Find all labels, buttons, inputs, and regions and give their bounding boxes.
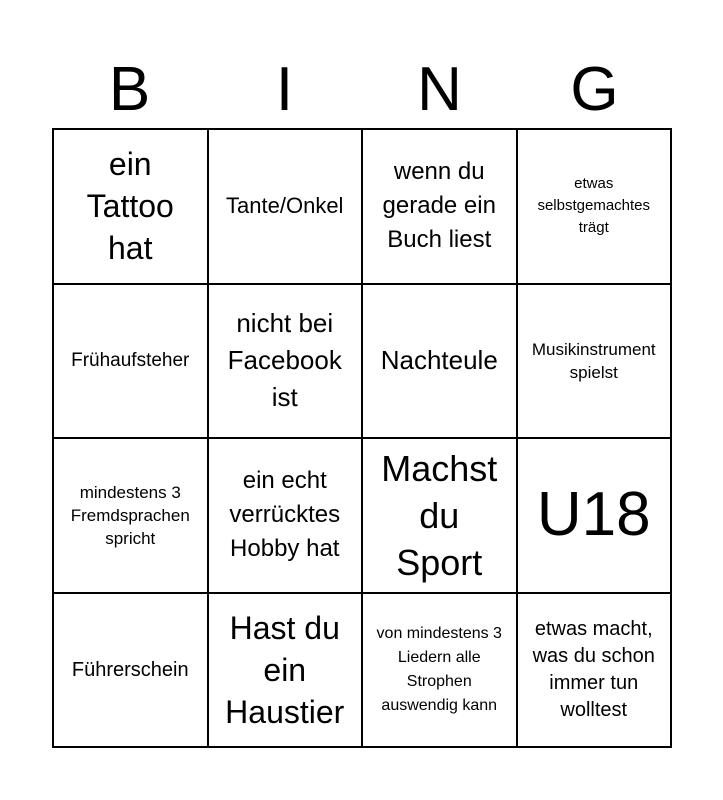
cell-text: nicht bei Facebook ist [227, 308, 342, 413]
cell-text: Machst du Sport [381, 447, 498, 583]
bingo-cell-r1c2[interactable] [209, 130, 364, 285]
bingo-cell-r4c1[interactable] [54, 594, 209, 749]
cell-text: U18 [536, 480, 651, 550]
header-letter-n: N [417, 55, 462, 124]
cell-text: Nachteule [380, 345, 498, 376]
cell-text: von mindestens 3 Liedern alle Strophen auswendig kann [376, 624, 502, 714]
cell-text: Tante/Onkel [226, 193, 344, 219]
bingo-cell-r1c1[interactable] [54, 130, 209, 285]
bingo-header [52, 52, 672, 128]
bingo-cell-r2c3[interactable] [363, 285, 518, 440]
cell-text: ein echt verrücktes Hobby hat [229, 467, 341, 563]
cell-text: Frühaufsteher [71, 350, 190, 372]
cell-text: Hast du ein Haustier [225, 609, 345, 730]
bingo-cell-r2c1[interactable] [54, 285, 209, 440]
bingo-cell-r4c3[interactable] [363, 594, 518, 749]
header-letter-b: B [108, 55, 151, 124]
bingo-cell-r2c4[interactable] [518, 285, 673, 440]
header-letter-g: G [570, 55, 619, 124]
bingo-grid [52, 128, 672, 748]
cell-text: etwas macht, was du schon immer tun wolltest [532, 617, 655, 721]
bingo-cell-r3c3[interactable] [363, 439, 518, 594]
cell-text: Musikinstrument spielst [531, 339, 656, 382]
cell-text: wenn du gerade ein Buch liest [382, 158, 496, 254]
cell-text: Führerschein [71, 658, 189, 681]
cell-text: mindestens 3 Fremdsprachen spricht [70, 482, 190, 548]
bingo-cell-r4c4[interactable] [518, 594, 673, 749]
bingo-cell-r4c2[interactable] [209, 594, 364, 749]
bingo-cell-r2c2[interactable] [209, 285, 364, 440]
bingo-cell-r3c1[interactable] [54, 439, 209, 594]
bingo-cell-r1c3[interactable] [363, 130, 518, 285]
bingo-cell-r1c4[interactable] [518, 130, 673, 285]
cell-text: ein Tattoo hat [86, 146, 174, 267]
header-letter-i: I [275, 55, 294, 124]
bingo-cell-r3c2[interactable] [209, 439, 364, 594]
bingo-cell-r3c4[interactable] [518, 439, 673, 594]
cell-text: etwas selbstgemachtes trägt [537, 175, 651, 237]
